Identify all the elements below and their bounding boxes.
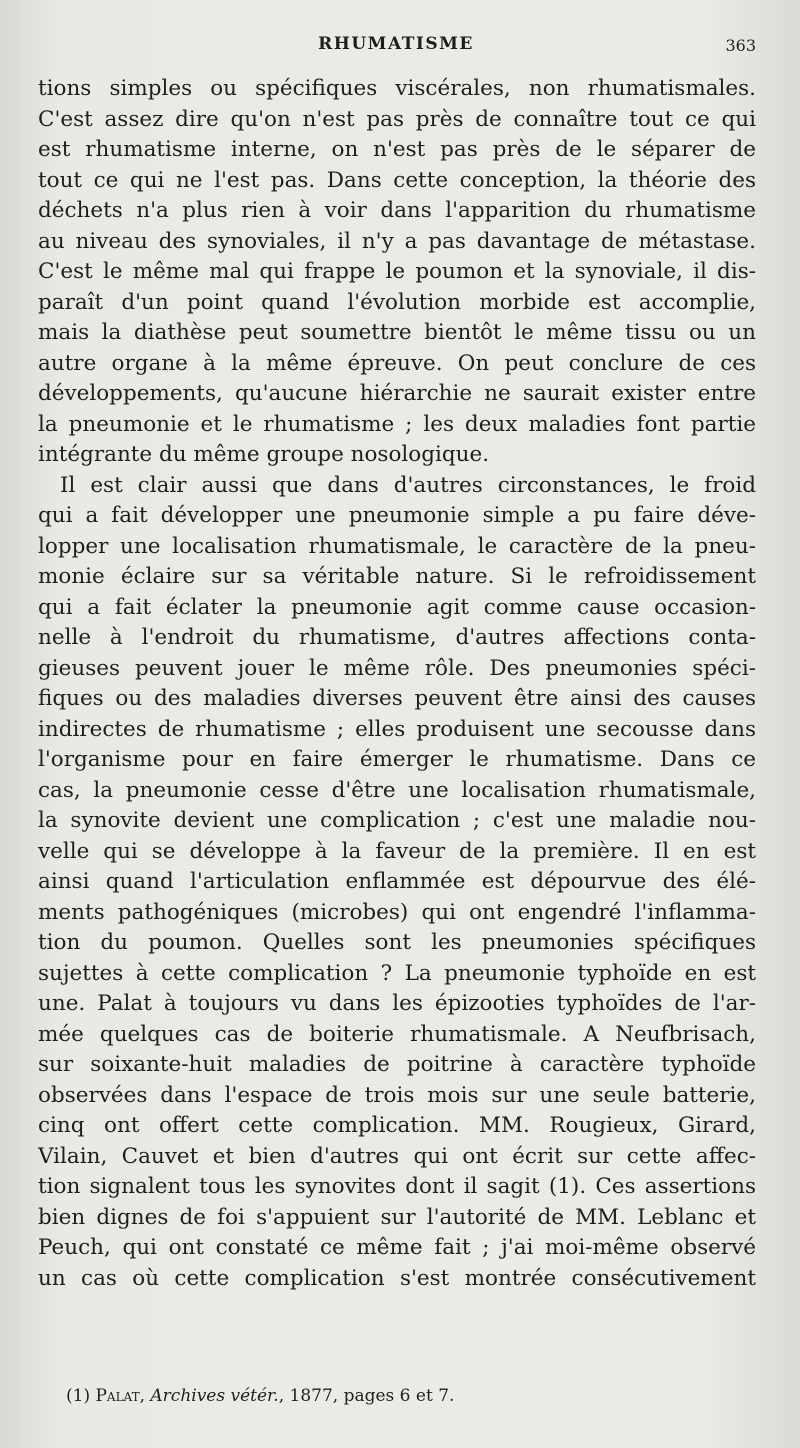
text-line: la pneumonie et le rhumatisme ; les deux maladies font partie — [38, 411, 756, 437]
text-line: C'est assez dire qu'on n'est pas près de connaître tout ce qui — [38, 106, 756, 132]
footnote — [66, 1386, 454, 1406]
text-line: observées dans l'espace de trois mois sur une seule batterie, — [38, 1082, 756, 1108]
text-line: ments pathogéniques (microbes) qui ont engendré l'inflamma- — [38, 899, 756, 925]
text-line: développements, qu'aucune hiérarchie ne saurait exister entre — [38, 381, 756, 406]
text-line: velle qui se développe à la faveur de la première. Il en est — [38, 838, 756, 864]
text-line: qui a fait éclater la pneumonie agit comme cause occasion- — [38, 594, 756, 620]
page-header — [36, 34, 756, 60]
text-line: cinq ont offert cette complication. MM. Rougieux, Girard, — [38, 1113, 756, 1138]
text-line: tions simples ou spécifiques viscérales, non rhumatismales. — [38, 76, 756, 101]
text-line: déchets n'a plus rien à voir dans l'apparition du rhumatisme — [38, 198, 756, 223]
text-line: ainsi quand l'articulation enflammée est dépourvue des élé- — [38, 869, 756, 894]
text-line: est rhumatisme interne, on n'est pas près de le séparer de — [38, 137, 756, 162]
text-line: sujettes à cette complication ? La pneumonie typhoïde en est — [38, 960, 756, 986]
text-line: autre organe à la même épreuve. On peut conclure de ces — [38, 350, 756, 376]
text-line: bien dignes de foi s'appuient sur l'autorité de MM. Leblanc et — [38, 1204, 756, 1230]
text-line: qui a fait développer une pneumonie simple a pu faire déve- — [38, 503, 756, 528]
text-line: Peuch, qui ont constaté ce même fait ; j'ai moi-même observé — [38, 1235, 756, 1260]
text-line: la synovite devient une complication ; c'est une maladie nou- — [38, 808, 756, 833]
body-text — [38, 74, 756, 1294]
text-line: intégrante du même groupe nosologique. — [38, 442, 490, 467]
text-line: fiques ou des maladies diverses peuvent être ainsi des causes — [38, 686, 756, 711]
text-line: Vilain, Cauvet et bien d'autres qui ont écrit sur cette affec- — [38, 1143, 756, 1169]
text-line: tout ce qui ne l'est pas. Dans cette conception, la théorie des — [38, 167, 756, 193]
text-line: au niveau des synoviales, il n'y a pas davantage de métastase. — [38, 228, 756, 254]
text-line: sur soixante-huit maladies de poitrine à caractère typhoïde — [38, 1052, 756, 1077]
text-line: indirectes de rhumatisme ; elles produisent une secousse dans — [38, 716, 756, 742]
text-line: nelle à l'endroit du rhumatisme, d'autres affections conta- — [38, 625, 756, 650]
text-line: tion du poumon. Quelles sont les pneumonies spécifiques — [38, 930, 756, 955]
text-line: cas, la pneumonie cesse d'être une localisation rhumatismale, — [38, 777, 756, 803]
text-line: monie éclaire sur sa véritable nature. Si le refroidissement — [38, 564, 756, 589]
text-line: gieuses peuvent jouer le même rôle. Des pneumonies spéci- — [38, 655, 756, 681]
footnote-separator: , — [139, 1386, 151, 1406]
text-line: un cas où cette complication s'est montrée consécutivement — [38, 1265, 756, 1291]
footnote-details: , 1877, pages 6 et 7. — [278, 1386, 455, 1406]
running-head: RHUMATISME — [318, 34, 474, 54]
footnote-marker: (1) — [66, 1386, 96, 1406]
text-line: tion signalent tous les synovites dont il sagit (1). Ces assertions — [38, 1174, 756, 1199]
page-number: 363 — [725, 36, 756, 55]
text-line: Il est clair aussi que dans d'autres circonstances, le froid — [60, 472, 756, 498]
footnote-author: Palat — [95, 1386, 140, 1406]
text-line: C'est le même mal qui frappe le poumon et la synoviale, il dis- — [38, 259, 756, 284]
footnote-journal: Archives vétér. — [150, 1386, 279, 1406]
text-line: une. Palat à toujours vu dans les épizooties typhoïdes de l'ar- — [38, 991, 756, 1016]
text-line: mais la diathèse peut soumettre bientôt le même tissu ou un — [38, 320, 756, 345]
text-line: l'organisme pour en faire émerger le rhumatisme. Dans ce — [38, 747, 756, 772]
text-line: lopper une localisation rhumatismale, le caractère de la pneu- — [38, 533, 756, 559]
text-line: paraît d'un point quand l'évolution morbide est accomplie, — [38, 289, 756, 315]
text-line: mée quelques cas de boiterie rhumatismale. A Neufbrisach, — [38, 1021, 756, 1047]
